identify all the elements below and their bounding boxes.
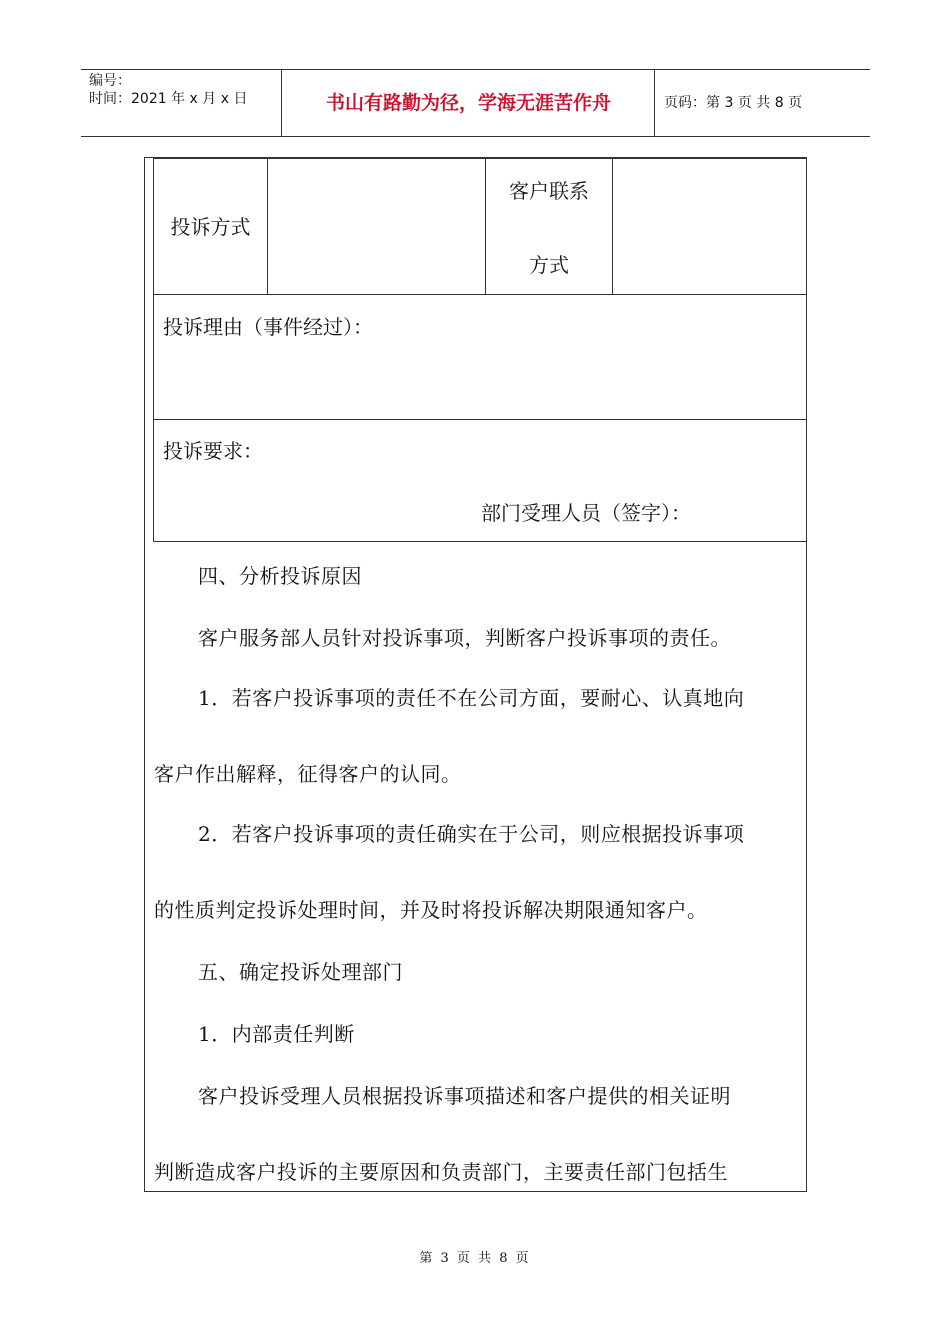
paragraph-line: 客户投诉受理人员根据投诉事项描述和客户提供的相关证明 [198,1084,731,1108]
time-label: 时间：2021 年 x 月 x 日 [89,91,248,107]
method-value-cell[interactable] [268,159,485,294]
request-label: 投诉要求： [163,439,263,463]
paragraph-line: 判断造成客户投诉的主要原因和负责部门，主要责任部门包括生 [154,1160,728,1184]
page-header [81,69,870,137]
paragraph-line: 2．若客户投诉事项的责任确实在于公司，则应根据投诉事项 [198,822,745,846]
header-page-info: 页码：第 3 页 共 8 页 [664,95,803,111]
contact-label-line1: 客户联系 [509,179,589,203]
table-divider [154,294,806,295]
paragraph: 客户服务部人员针对投诉事项，判断客户投诉事项的责任。 [198,626,731,650]
contact-value-cell[interactable] [613,159,806,294]
subsection-title: 1．内部责任判断 [198,1022,355,1046]
page-footer: 第 3 页 共 8 页 [419,1251,531,1266]
section5-title: 五、确定投诉处理部门 [198,960,403,984]
signature-label: 部门受理人员（签字）： [481,501,691,525]
table-divider [154,419,806,420]
complaint-form-table [153,158,807,542]
paragraph-line: 的性质判定投诉处理时间，并及时将投诉解决期限通知客户。 [154,898,708,922]
paragraph-line: 1．若客户投诉事项的责任不在公司方面，要耐心、认真地向 [198,686,745,710]
paragraph-line: 客户作出解释，征得客户的认同。 [154,762,462,786]
section4-title: 四、分析投诉原因 [198,564,362,588]
reason-label: 投诉理由（事件经过）： [163,315,373,339]
header-motto: 书山有路勤为径，学海无涯苦作舟 [283,70,655,136]
code-label: 编号： [89,73,131,89]
header-meta [81,70,282,136]
contact-label-line2: 方式 [529,253,569,277]
method-label: 投诉方式 [170,215,251,239]
